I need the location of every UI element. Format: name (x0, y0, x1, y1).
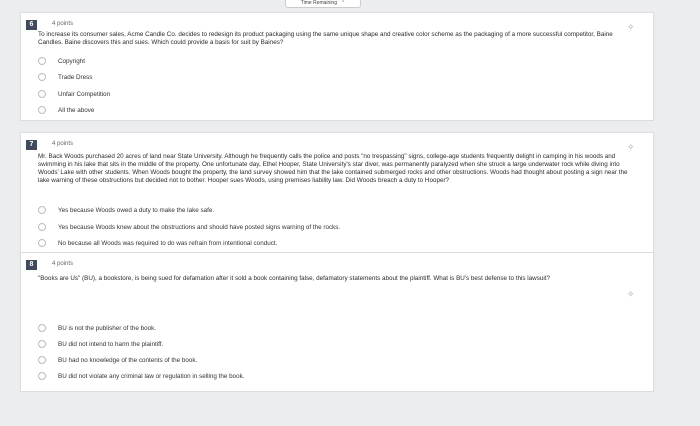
answer-option[interactable] (38, 323, 156, 333)
question-number: 8 (26, 260, 37, 270)
question-number: 6 (26, 20, 37, 30)
answer-label: Yes because Woods owed a duty to make the lake safe. (58, 206, 215, 214)
answer-label: No because all Woods was required to do was refrain from intentional conduct. (58, 239, 278, 247)
radio-button[interactable] (38, 372, 46, 380)
answer-label: BU is not the publisher of the book. (58, 324, 157, 332)
question-card-8 (20, 252, 654, 392)
question-points: 4 points (52, 21, 74, 27)
radio-button[interactable] (38, 90, 46, 98)
answer-option[interactable] (38, 205, 214, 215)
time-remaining-tab[interactable] (285, 0, 361, 8)
question-text: "Books are Us" (BU), a bookstore, is being sued for defamation after it sold a book containing false, defamatory statements about the plaintiff. What is BU's best defense to this lawsuit? (38, 275, 551, 282)
answer-label: BU had no knowledge of the contents of the book. (58, 356, 198, 364)
answer-option[interactable] (38, 371, 245, 381)
answer-option[interactable] (38, 222, 340, 232)
radio-button[interactable] (38, 206, 46, 214)
answer-option[interactable] (38, 72, 92, 82)
answer-option[interactable] (38, 339, 163, 349)
question-points: 4 points (52, 141, 74, 147)
answer-option[interactable] (38, 105, 94, 115)
answer-option[interactable] (38, 355, 197, 365)
question-points: 4 points (52, 261, 74, 267)
answer-label: All the above (58, 106, 95, 114)
pin-icon[interactable]: ✧ (627, 142, 635, 152)
question-card-7 (20, 132, 654, 268)
radio-button[interactable] (38, 223, 46, 231)
answer-label: BU did not violate any criminal law or regulation in selling the book. (58, 372, 245, 380)
radio-button[interactable] (38, 106, 46, 114)
answer-label: Copyright (58, 57, 85, 65)
answer-label: Unfair Competition (58, 90, 111, 98)
question-card-6 (20, 12, 654, 121)
answer-option[interactable] (38, 89, 110, 99)
time-remaining-label: Time Remaining (300, 0, 337, 6)
radio-button[interactable] (38, 239, 46, 247)
question-text: To increase its consumer sales, Acme Candle Co. decides to redesign its product packaging using the same unique shape and creative color scheme as the packaging of a more successful competitor, Baine Candles. Baine discovers this and sues. Which could provide a basis for suit by Baines? (38, 31, 613, 46)
answer-label: Yes because Woods knew about the obstructions and should have posted signs warning of the rocks. (58, 223, 341, 231)
pin-icon[interactable]: ✧ (627, 22, 635, 32)
radio-button[interactable] (38, 340, 46, 348)
question-number: 7 (26, 140, 37, 150)
radio-button[interactable] (38, 57, 46, 65)
answer-option[interactable] (38, 56, 85, 66)
chevron-up-icon[interactable]: ⌃ (341, 0, 346, 6)
question-text: Mr. Back Woods purchased 20 acres of land near State University. Although he frequently calls the police and posts "no trespassing" signs, college-age students frequently delight in camping in his woods and swimming in his lake that sits in the middle of the property. One unfortunate day, Ethel Hooper, State University's star diver, was permanently paralyzed when she struck a large underwater rock while diving into Woods' Lake with other students. When Woods bought the property, the land survey showed him that the lake contained submerged rocks and other obstructions. Woods had thought about posting a sign near the lake warning of these obstructions but decided not to bother. Hooper sues Woods, using premises liability law. Did Woods breach a duty to Hooper? (38, 153, 628, 184)
radio-button[interactable] (38, 324, 46, 332)
pin-icon[interactable]: ✧ (627, 289, 635, 299)
radio-button[interactable] (38, 73, 46, 81)
answer-label: Trade Dress (58, 73, 93, 81)
answer-option[interactable] (38, 238, 277, 248)
answer-label: BU did not intend to harm the plaintiff. (58, 340, 164, 348)
radio-button[interactable] (38, 356, 46, 364)
